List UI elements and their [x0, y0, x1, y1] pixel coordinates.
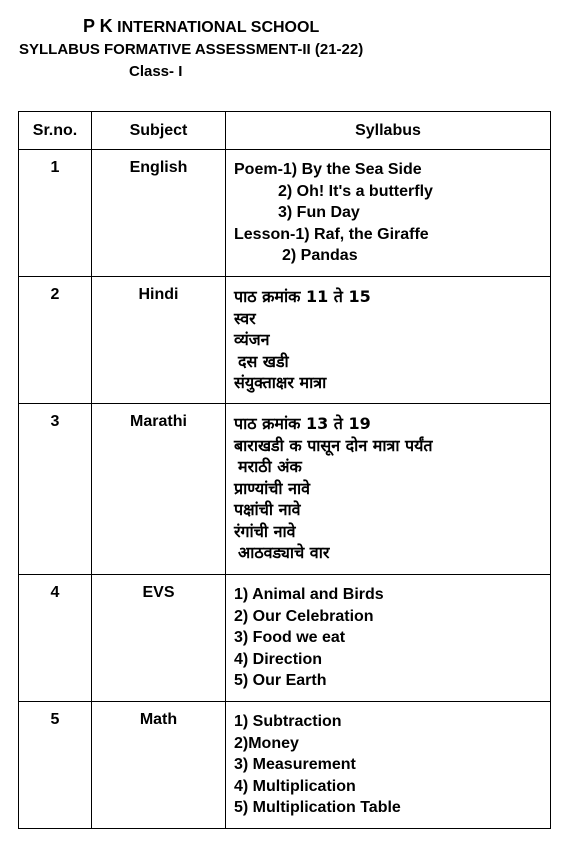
syllabus-line: 4) Direction — [234, 650, 323, 668]
syllabus-line: 2)Money — [234, 734, 299, 752]
school-name-rest: INTERNATIONAL SCHOOL — [117, 19, 320, 36]
table-row-marathi — [19, 404, 551, 575]
table-row-evs — [19, 575, 551, 702]
syllabus-line: 1) Subtraction — [234, 713, 342, 730]
syllabus-line: 2) Our Celebration — [234, 607, 374, 625]
syllabus-line: 5) Our Earth — [234, 672, 327, 689]
syllabus-line: व्यंजन — [234, 330, 270, 349]
syllabus-line: 2) Oh! It's a butterfly — [278, 182, 433, 200]
subject-name: Marathi — [92, 404, 226, 575]
syllabus-line: आठवड्याचे वार — [238, 543, 330, 562]
table-row-hindi — [19, 277, 551, 404]
row-number: 4 — [19, 575, 92, 702]
school-name — [83, 16, 319, 37]
syllabus-cell — [226, 277, 551, 404]
syllabus-line: 2) Pandas — [282, 247, 358, 264]
syllabus-line: Lesson-1) Raf, the Giraffe — [234, 225, 429, 243]
syllabus-table — [18, 111, 551, 829]
subject-name: Hindi — [92, 277, 226, 404]
syllabus-line: Poem-1) By the Sea Side — [234, 161, 422, 178]
syllabus-line: दस खडी — [238, 351, 289, 371]
row-number: 5 — [19, 702, 92, 829]
subject-name: English — [92, 150, 226, 277]
row-number: 2 — [19, 277, 92, 404]
class-label: Class- I — [129, 63, 183, 80]
syllabus-line: पाठ क्रमांक 13 ते 19 — [234, 414, 371, 433]
syllabus-line: पक्षांची नावे — [234, 500, 301, 519]
syllabus-cell — [226, 404, 551, 575]
syllabus-line: पाठ क्रमांक 11 ते 15 — [234, 287, 371, 306]
syllabus-line: संयुक्ताक्षर मात्रा — [234, 373, 327, 392]
subject-name: EVS — [92, 575, 226, 702]
row-number: 1 — [19, 150, 92, 277]
table-row-math — [19, 702, 551, 829]
table-header-row — [19, 112, 551, 150]
syllabus-line: बाराखडी क पासून दोन मात्रा पर्यंत — [234, 435, 433, 455]
syllabus-cell — [226, 702, 551, 829]
syllabus-line: 3) Fun Day — [278, 204, 360, 221]
syllabus-cell — [226, 150, 551, 277]
syllabus-line: 3) Measurement — [234, 756, 356, 773]
syllabus-line: मराठी अंक — [238, 457, 302, 476]
syllabus-line: 3) Food we eat — [234, 629, 346, 646]
syllabus-cell — [226, 575, 551, 702]
column-header-srno: Sr.no. — [19, 112, 92, 150]
column-header-subject: Subject — [92, 112, 226, 150]
column-header-syllabus: Syllabus — [226, 112, 551, 150]
document-title: SYLLABUS FORMATIVE ASSESSMENT-II (21-22) — [19, 41, 364, 58]
syllabus-line: प्राण्यांची नावे — [234, 478, 311, 498]
row-number: 3 — [19, 404, 92, 575]
school-initials: P K — [83, 16, 113, 36]
syllabus-line: 4) Multiplication — [234, 777, 356, 795]
syllabus-line: 1) Animal and Birds — [234, 586, 384, 603]
syllabus-line: स्वर — [234, 308, 256, 328]
syllabus-line: रंगांची नावे — [234, 521, 296, 541]
table-row-english — [19, 150, 551, 277]
subject-name: Math — [92, 702, 226, 829]
syllabus-line: 5) Multiplication Table — [234, 799, 401, 816]
